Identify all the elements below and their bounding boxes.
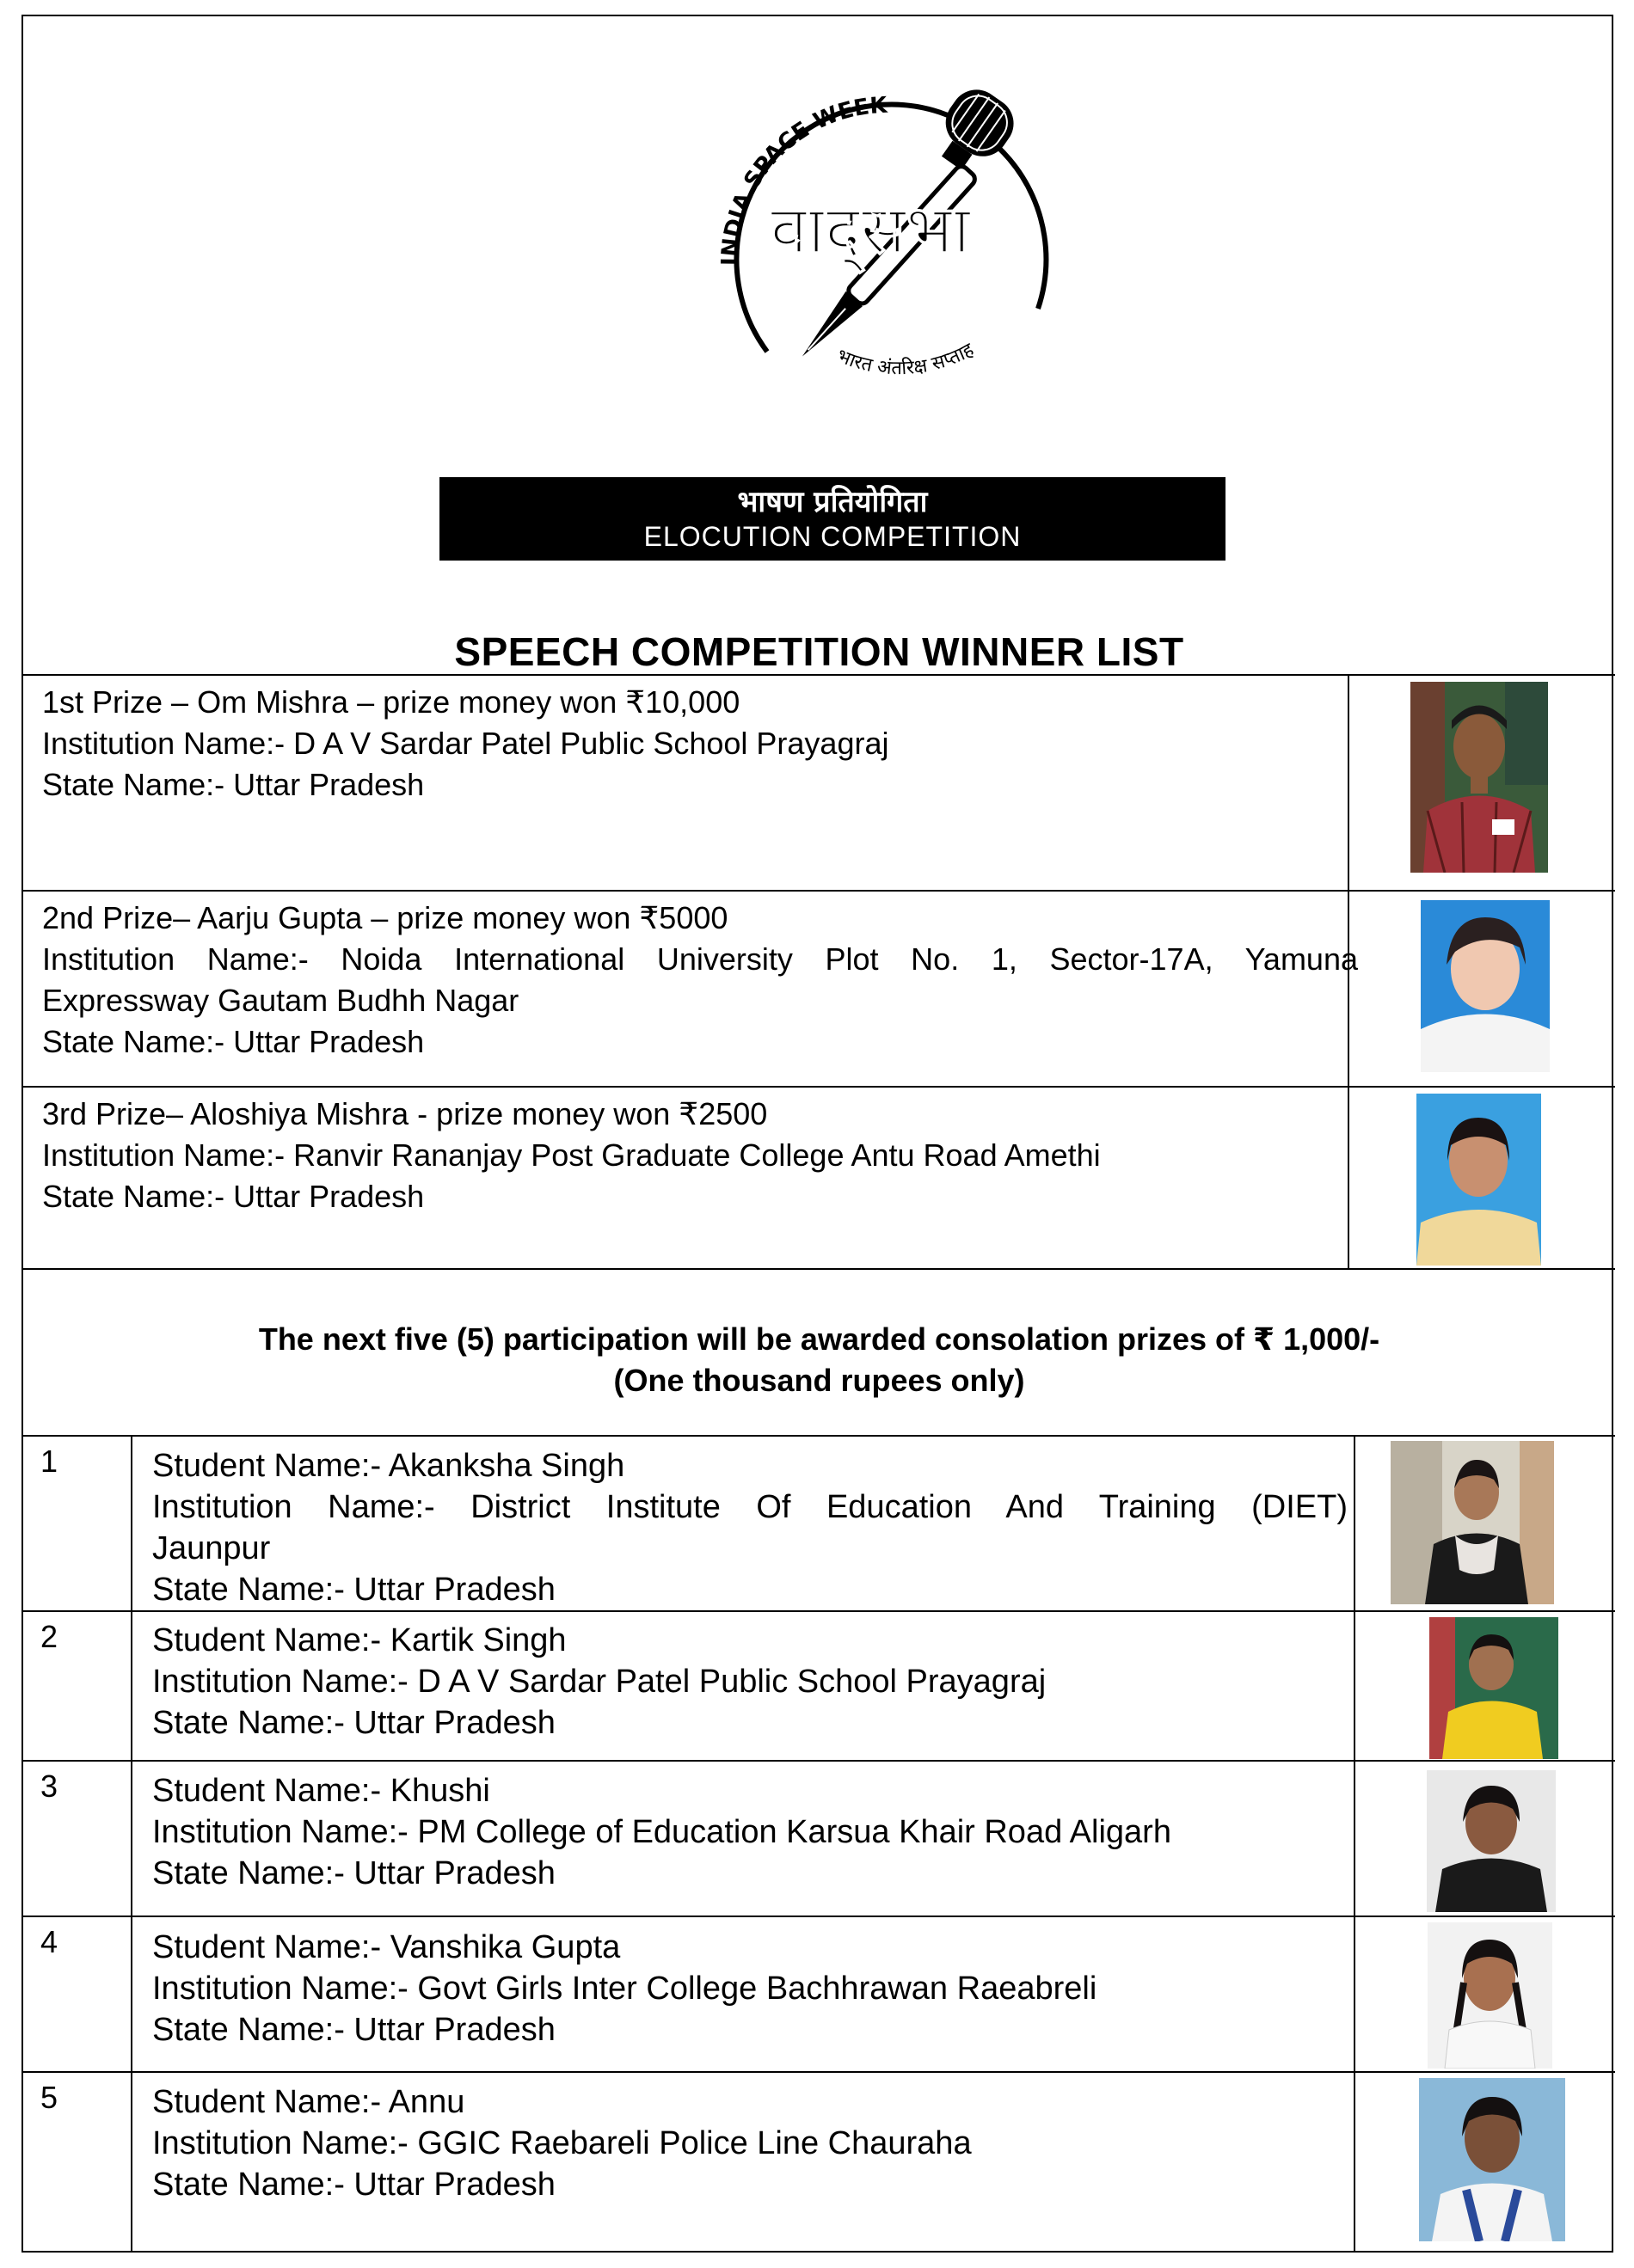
institution-name: Institution Name:- District Institute Of Education And Training (DIET) [152, 1489, 1348, 1525]
institution-name-cont: Jaunpur [152, 1530, 271, 1566]
institution-name: Institution Name:- D A V Sardar Patel Public School Prayagraj [152, 1664, 1047, 1700]
state-name: State Name:- Uttar Pradesh [152, 2167, 556, 2203]
divider [23, 1086, 1615, 1088]
divider [131, 1435, 132, 2253]
row-number: 2 [40, 1619, 58, 1654]
banner-english: ELOCUTION COMPETITION [643, 521, 1022, 552]
winner-photo [1429, 1617, 1558, 1759]
logo-arc-bottom-text: भारत अंतरिक्ष सप्ताह [833, 339, 978, 380]
winner-photo [1419, 2078, 1565, 2241]
prize-row-3 [42, 1094, 1358, 1217]
student-name: Student Name:- Annu [152, 2084, 465, 2120]
logo-arc-top-text: INDIA SPACE WEEK [716, 92, 888, 267]
prize-title: 3rd Prize– Aloshiya Mishra - prize money won ₹2500 [42, 1096, 768, 1131]
winner-photo [1416, 1094, 1541, 1266]
institution-name: Institution Name:- PM College of Education Karsua Khair Road Aligarh [152, 1814, 1171, 1850]
institution-name: Institution Name:- Ranvir Rananjay Post Graduate College Antu Road Amethi [42, 1137, 1101, 1173]
student-name: Student Name:- Akanksha Singh [152, 1448, 625, 1484]
consolation-line-2: (One thousand rupees only) [613, 1363, 1025, 1398]
divider [23, 674, 1615, 676]
divider [23, 2071, 1615, 2073]
winner-photo [1391, 1441, 1554, 1604]
state-name: State Name:- Uttar Pradesh [42, 1179, 425, 1214]
competition-banner [439, 477, 1226, 561]
divider [23, 1610, 1615, 1612]
state-name: State Name:- Uttar Pradesh [42, 767, 425, 802]
winner-photo [1410, 682, 1548, 873]
state-name: State Name:- Uttar Pradesh [152, 1855, 556, 1891]
consolation-row-3 [152, 1770, 1348, 1894]
consolation-row-2 [152, 1620, 1348, 1744]
divider [23, 1435, 1615, 1437]
winner-photo [1427, 1770, 1556, 1912]
state-name: State Name:- Uttar Pradesh [152, 1705, 556, 1741]
consolation-row-4 [152, 1927, 1348, 2050]
consolation-row-1 [152, 1445, 1348, 1610]
page-title: SPEECH COMPETITION WINNER LIST [454, 629, 1184, 674]
prize-row-1 [42, 682, 1358, 806]
vadsabha-logo [685, 68, 1090, 429]
winner-photo [1421, 900, 1550, 1072]
svg-text:भारत अंतरिक्ष सप्ताह [834, 339, 978, 379]
student-name: Student Name:- Kartik Singh [152, 1622, 567, 1658]
prize-row-2 [42, 898, 1358, 1063]
logo-main-text: वाद्सभा [770, 192, 971, 269]
divider [1354, 1435, 1355, 2253]
consolation-line-1: The next five (5) participation will be awarded consolation prizes of ₹ 1,000/- [258, 1321, 1380, 1357]
prize-title: 1st Prize – Om Mishra – prize money won ₹10,000 [42, 684, 740, 720]
institution-name: Institution Name:- D A V Sardar Patel Public School Prayagraj [42, 726, 889, 761]
institution-name-cont: Expressway Gautam Budhh Nagar [42, 983, 519, 1018]
institution-name: Institution Name:- Noida International University Plot No. 1, Sector-17A, Yamuna [42, 941, 1358, 977]
row-number: 4 [40, 1924, 58, 1959]
banner-hindi: भाषण प्रतियोगिता [737, 485, 928, 519]
document-frame [22, 15, 1613, 2253]
consolation-note [23, 1319, 1615, 1401]
divider [23, 1760, 1615, 1762]
institution-name: Institution Name:- Govt Girls Inter College Bachhrawan Raeabreli [152, 1971, 1097, 2007]
winner-photo [1428, 1922, 1552, 2069]
row-number: 1 [40, 1444, 58, 1479]
state-name: State Name:- Uttar Pradesh [152, 1572, 556, 1608]
consolation-row-5 [152, 2081, 1348, 2205]
prize-title: 2nd Prize– Aarju Gupta – prize money won ₹5000 [42, 900, 728, 935]
student-name: Student Name:- Khushi [152, 1773, 490, 1809]
row-number: 3 [40, 1768, 58, 1804]
state-name: State Name:- Uttar Pradesh [42, 1024, 425, 1059]
student-name: Student Name:- Vanshika Gupta [152, 1929, 621, 1965]
divider [23, 890, 1615, 892]
institution-name: Institution Name:- GGIC Raebareli Police Line Chauraha [152, 2125, 972, 2161]
row-number: 5 [40, 2080, 58, 2115]
divider [23, 1268, 1615, 1270]
divider [23, 1916, 1615, 1917]
state-name: State Name:- Uttar Pradesh [152, 2012, 556, 2048]
